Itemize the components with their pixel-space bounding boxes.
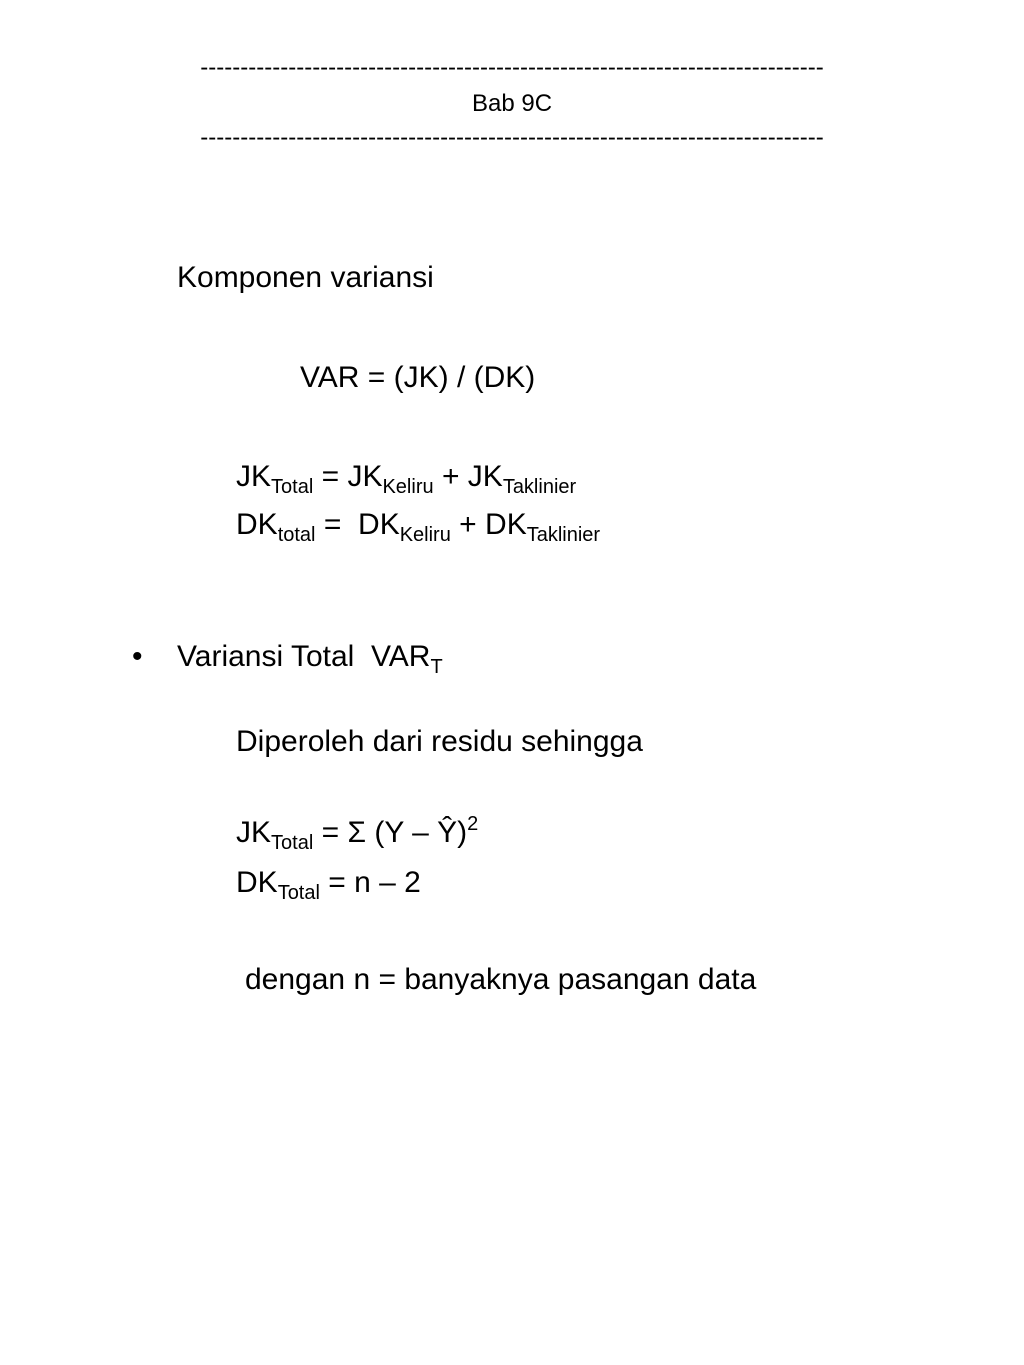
dk-sub-taklinier: Taklinier	[526, 524, 601, 546]
page-title: Bab 9C	[471, 90, 553, 117]
dk-total-base: DK	[236, 866, 278, 899]
jk-plus: + JK	[433, 460, 503, 493]
dk-eq: = DK	[315, 508, 400, 541]
header-divider-top: ------------------------------------------------------------------------------	[200, 54, 824, 81]
jk-total-rest: = Σ (Y – Ŷ)	[313, 816, 468, 849]
jk-total-base: JK	[236, 816, 272, 849]
jk-total-formula	[236, 813, 479, 854]
bullet-icon: •	[132, 640, 143, 673]
bullet-description: Diperoleh dari residu sehingga	[236, 725, 643, 758]
dk-plus: + DK	[450, 508, 527, 541]
jk-total-sub: Total	[271, 832, 314, 854]
jk-sub-taklinier: Taklinier	[502, 476, 577, 498]
var-formula: VAR = (JK) / (DK)	[300, 361, 536, 394]
dk-total-rest: = n – 2	[319, 866, 421, 899]
dk-total-formula	[236, 866, 421, 904]
bullet-label-text: Variansi Total VAR	[177, 640, 431, 673]
bullet-label	[177, 640, 443, 678]
jk-base: JK	[236, 460, 272, 493]
note-text: dengan n = banyaknya pasangan data	[245, 963, 757, 996]
jk-sub-total: Total	[271, 476, 314, 498]
section-heading: Komponen variansi	[177, 261, 434, 294]
jk-eq: = JK	[313, 460, 383, 493]
dk-total-sub: Total	[277, 882, 320, 904]
dk-total-equation	[236, 508, 601, 546]
jk-sub-keliru: Keliru	[382, 476, 434, 498]
jk-total-sup: 2	[467, 813, 479, 835]
header-divider-bottom: ------------------------------------------------------------------------------	[200, 124, 824, 151]
dk-sub-keliru: Keliru	[399, 524, 451, 546]
jk-total-equation	[236, 460, 577, 498]
dk-base: DK	[236, 508, 278, 541]
bullet-label-sub: T	[430, 656, 443, 678]
dk-sub-total: total	[277, 524, 316, 546]
